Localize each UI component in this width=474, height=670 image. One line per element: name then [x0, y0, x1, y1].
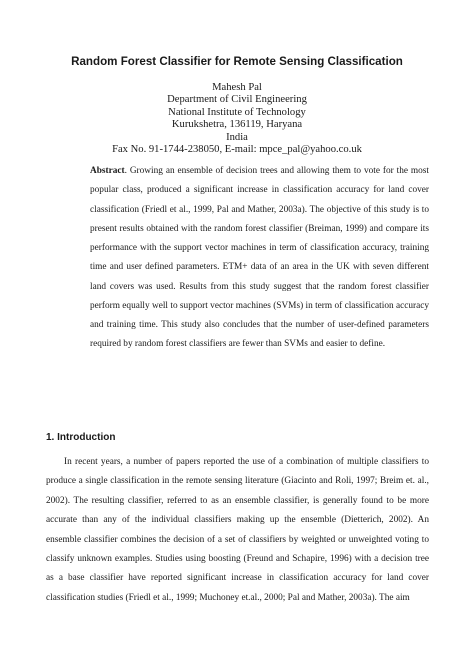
author-country: India — [226, 131, 248, 143]
abstract-label: Abstract — [90, 166, 125, 176]
author-contact: Fax No. 91-1744-238050, E-mail: mpce_pal@yahoo.co.uk — [112, 144, 362, 156]
abstract-paragraph — [90, 162, 429, 355]
author-institute: National Institute of Technology — [168, 106, 306, 118]
author-city: Kurukshetra, 136119, Haryana — [171, 119, 303, 131]
author-department: Department of Civil Engineering — [167, 94, 307, 106]
author-block — [0, 82, 474, 156]
abstract-text: . Growing an ensemble of decision trees and allowing them to vote for the most popular class, produced a significant increase in classification accuracy for land cover classification (Friedl et al., 1999, Pal and Mather, 2003a). The objective of this study is to present results obtained with the random forest classifier (Breiman, 1999) and compare its performance with the support vector machines in term of classification accuracy, training time and user defined parameters. ETM+ data of an area in the UK with seven different land covers was used. Results from this study suggest that the random forest classifier perform equally well to support vector machines (SVMs) in term of classification accuracy and training time. This study also concludes that the number of user-defined parameters required by random forest classifiers are fewer than SVMs and easier to define. — [90, 166, 429, 350]
introduction-paragraph: In recent years, a number of papers reported the use of a combination of multiple classifiers to produce a single classification in the remote sensing literature (Giacinto and Roli, 1997; Breim et. al., 2002). The resulting classifier, referred to as an ensemble classifier, is generally found to be more accurate than any of the individual classifiers making up the ensemble (Dietterich, 2002). An ensemble classifier combines the decision of a set of classifiers by weighted or unweighted voting to classify unknown examples. Studies using boosting (Freund and Schapire, 1996) with a decision tree as a base classifier have reported significant increase in classification accuracy for land cover classification studies (Friedl et al., 1999; Muchoney et.al., 2000; Pal and Mather, 2003a). The aim — [46, 457, 429, 603]
section-heading-introduction: 1. Introduction — [46, 432, 116, 443]
author-name: Mahesh Pal — [212, 82, 262, 93]
paper-title: Random Forest Classifier for Remote Sensing Classification — [71, 55, 403, 68]
